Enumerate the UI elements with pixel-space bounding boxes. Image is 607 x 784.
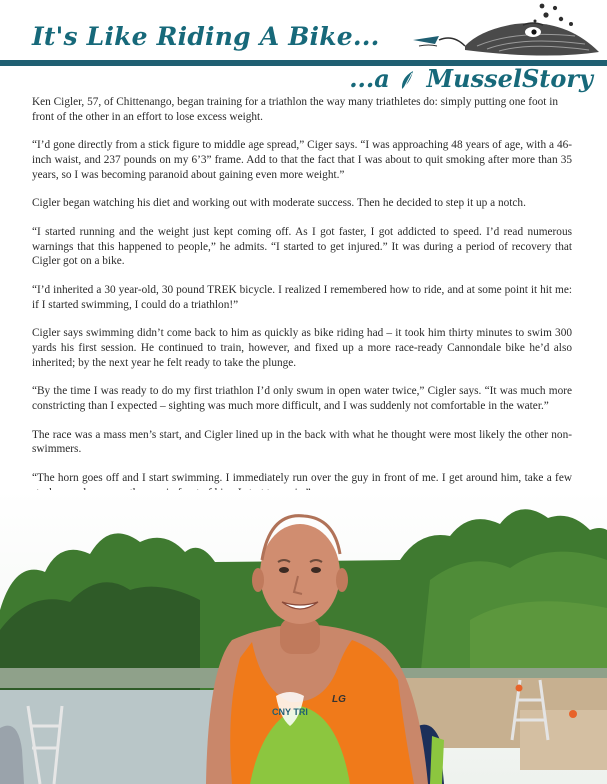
mussel-mark-icon (399, 69, 417, 91)
athlete-photo (0, 490, 607, 784)
jersey-text: CNY TRI (272, 707, 308, 717)
paragraph: “I’d inherited a 30 year-old, 30 pound TREK bicycle. I realized I remembered how to ride, and at some point it hit me: if I started swimming, I could do a triathlon!” (32, 284, 572, 311)
article-body (32, 95, 572, 515)
page-title: It's Like Riding A Bike... (32, 22, 380, 51)
mussel-illustration (395, 0, 607, 66)
series-prefix: ...a (349, 64, 390, 93)
paragraph: “I started running and the weight just kept coming off. As I got faster, I got addicted to speed. I’d read numerous warnings that this happened to people,” he admits. “I started to get injured.” It was during a period of recovery that Cigler got on a bike. (32, 226, 572, 268)
paragraph: “By the time I was ready to do my first triathlon I’d only swum in open water twice,” Cigler says. “It was much more constricting than I expected – sighting was much more difficult, and I was suddenly not comfortable in the water.” (32, 385, 572, 413)
paragraph: Ken Cigler, 57, of Chittenango, began training for a triathlon the way many triathletes do: simply putting one foot in front of the other in an effort to lose excess weight. (32, 96, 558, 123)
paragraph: Cigler says swimming didn’t come back to him as quickly as bike riding had – it took him thirty minutes to swim 300 yards his first session. He continued to train, however, and fixed up a more race-ready Cannondale bike he’d also inherited; by the next year he felt ready to take the plunge. (32, 327, 572, 369)
paragraph: “I’d gone directly from a stick figure to middle age spread,” Ciger says. “I was approaching 48 years of age, with a 46-inch waist, and 237 pounds on my 6’3” frame. Add to that the fact that I was about to quit smoking after more than 35 years, so I was becoming paranoid about gaining even more weight.” (32, 139, 572, 181)
paragraph: Cigler began watching his diet and working out with moderate success. Then he decided to step it up a notch. (32, 197, 526, 210)
series-tag (349, 64, 593, 93)
series-name: MusselStory (426, 64, 593, 93)
jersey-brand: LG (332, 694, 346, 705)
paragraph: The race was a mass men’s start, and Cigler lined up in the back with what he thought were most likely the other non-swimmers. (32, 428, 572, 456)
paragraph: “The horn goes off and I start swimming. I immediately run over the guy in front of me. I get around him, take a few (32, 472, 572, 485)
